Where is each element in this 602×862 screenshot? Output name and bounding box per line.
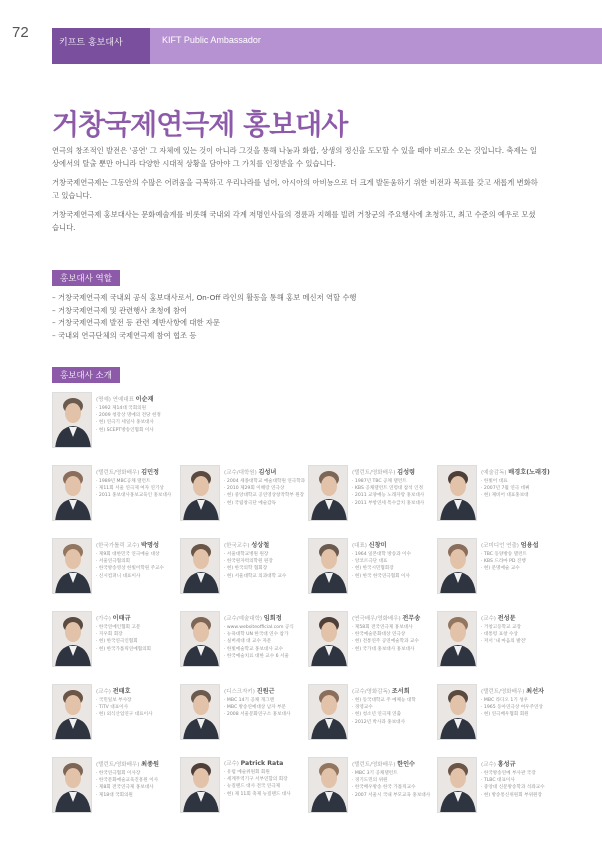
bio-line: · 현) 한국연극인협회 [96, 638, 180, 645]
ambassador-role: (연극배우/영화배우) [352, 616, 403, 622]
bio-line: · 대통령 표창 수상 [481, 631, 565, 638]
portrait-photo [437, 611, 477, 667]
ambassador-name: 김민정 [141, 469, 160, 476]
ambassador-card [437, 538, 565, 600]
bio-line: · 제8회 전국연극제 홍보대사 [96, 784, 180, 791]
ambassador-info [352, 686, 436, 726]
ambassador-card [52, 757, 180, 819]
ambassador-info [352, 540, 436, 580]
bio-line: · 한국방송영상 한빛어학원 주교수 [96, 565, 180, 572]
ambassador-bio [481, 697, 565, 719]
ambassador-name-line [224, 686, 308, 695]
portrait-photo [52, 538, 92, 594]
ambassador-info [96, 613, 180, 653]
ambassador-name-line [481, 686, 565, 695]
ambassador-name-line [481, 759, 565, 768]
bio-line: · TiTV 대표이사 [96, 704, 180, 711]
ambassador-info [481, 613, 565, 646]
ambassador-role: (교수/영화감독) [352, 689, 392, 695]
bio-line: · 뉴질랜드 대사 전국 연극제 [224, 783, 308, 790]
ambassador-info [96, 467, 180, 500]
section-title-bar: KIFT Public Ambassador [150, 28, 602, 64]
ambassador-name: 최선자 [526, 688, 545, 695]
ambassador-name: 배경호(노래경) [508, 469, 550, 476]
bio-line: · 1989년 MBC공채 탤런트 [96, 478, 180, 485]
portrait-photo [437, 465, 477, 521]
ambassador-role: (탤런트/영화배우) [96, 470, 142, 476]
ambassador-name: 신창미 [368, 542, 387, 549]
intro-text [52, 145, 542, 242]
ambassador-name-line [96, 686, 180, 695]
bio-line: · MBC 14기 공채 개그맨 [224, 697, 308, 704]
ambassador-role: (탤런트/영화배우) [481, 689, 527, 695]
ambassador-info [96, 686, 180, 719]
ambassador-card [437, 757, 565, 819]
ambassador-role: (디스크자키) [224, 689, 257, 695]
bio-line: · 현) 제 11회 축제 뉴질랜드 대사 [224, 791, 308, 798]
ambassador-name-line [481, 540, 565, 549]
ambassador-role: (대표) [352, 543, 369, 549]
bio-line: · TLBC 대표이사 [481, 777, 565, 784]
ambassador-info [352, 613, 436, 653]
bio-line: · 세계무역기구 서부연합의 회장 [224, 776, 308, 783]
bio-line: · TBC 동양방송 탤런트 [481, 551, 565, 558]
ambassador-card [52, 538, 180, 600]
bio-line: · 현) 제비어 대표홍보대 [481, 492, 565, 499]
portrait-photo [437, 538, 477, 594]
bio-line: · 제58회 전국연극제 홍보대사 [352, 624, 436, 631]
ambassador-name: 전무송 [402, 615, 421, 622]
ambassador-bio [481, 551, 565, 573]
bio-line: · 2004 세종대학교 예술대학원 연극학과 [224, 478, 308, 485]
bio-line: · 제18대 국회의원 [96, 792, 180, 799]
page-title: 거창국제연극제 홍보대사 [52, 108, 348, 141]
portrait-photo [180, 465, 220, 521]
roles-heading: 홍보대사 역할 [52, 270, 120, 286]
ambassador-card [52, 684, 180, 746]
ambassador-role: (예술감독) [481, 470, 509, 476]
bio-line: · 1964 일본대학 방송과 이수 [352, 551, 436, 558]
bio-line: · 2007년 7월 연극 데뷔 [481, 485, 565, 492]
bio-line: · 현) 청소년 연극제 연출 [352, 711, 436, 718]
ambassador-role: (교수/예술대학) [224, 616, 264, 622]
ambassador-info [224, 686, 308, 719]
ambassador-card [308, 611, 436, 673]
ambassador-bio [224, 624, 308, 660]
ambassador-bio [352, 624, 436, 653]
ambassador-card [52, 465, 180, 527]
bio-line: · 현) 문명예술 교수 [481, 565, 565, 572]
role-item: – 국내외 연극단체의 국제연극제 참여 협조 등 [52, 330, 552, 343]
portrait-photo [180, 538, 220, 594]
bio-line: · 현) 중앙대학교 공연영상창작학부 원장 [224, 492, 308, 499]
ambassador-role: (탤런트/영화배우) [352, 470, 398, 476]
bio-line: · 중앙대 신문방송학과 석좌교수 [481, 784, 565, 791]
bio-line: · MBC 라디오 1기 성우 [481, 697, 565, 704]
bio-line: · 현) 한국의학 협회장 [224, 565, 308, 572]
portrait-photo [308, 757, 348, 813]
bio-line: · 1965 동아연극상 여우주연상 [481, 704, 565, 711]
bio-line: · 신시컴퍼니 대표이사 [96, 573, 180, 580]
bio-line: · 1987년 TBC 공채 탤런트 [352, 478, 436, 485]
ambassador-bio [224, 478, 308, 507]
ambassador-info [224, 613, 308, 660]
ambassador-info [352, 467, 436, 507]
role-item: – 거창국제연극제 및 관련행사 초청에 참여 [52, 305, 552, 318]
ambassador-bio [96, 405, 180, 434]
ambassador-bio [352, 551, 436, 580]
ambassador-name: 전태호 [112, 688, 131, 695]
ambassador-role: (교수) [96, 689, 113, 695]
portrait-photo [52, 392, 92, 448]
ambassador-role: (가수) [96, 616, 113, 622]
ambassador-name-line [481, 467, 565, 476]
section-tag: 키프트 홍보대사 [52, 28, 150, 64]
ambassador-name: 진원근 [256, 688, 275, 695]
ambassador-info [224, 540, 308, 580]
ambassador-card [308, 538, 436, 600]
bio-line: · 제9회 대한민국 연극예술 대상 [96, 551, 180, 558]
ambassador-role: (교수) [481, 762, 498, 768]
bio-line: · 현) 한국시민협회장 [352, 565, 436, 572]
ambassador-info [224, 759, 308, 798]
bio-line: · 서울대학교병원 원장 [224, 551, 308, 558]
bio-line: · 뉴욕대학 UN 한국대 연수 참가 [224, 631, 308, 638]
portrait-photo [308, 611, 348, 667]
ambassador-name: 이태규 [112, 615, 131, 622]
ambassador-name: 엄용섭 [520, 542, 539, 549]
ambassador-bio [352, 697, 436, 726]
ambassador-name-line [224, 759, 308, 767]
bio-line: · 서울연극협의회 [96, 558, 180, 565]
bio-line: · 제11회 서울 연극제 여자 연기상 [96, 485, 180, 492]
bio-line: · 한국원자력의학원 원장 [224, 558, 308, 565]
ambassador-bio [481, 624, 565, 646]
page-number: 72 [12, 24, 29, 41]
role-item: – 거창국제연극제 발전 등 관련 제반사항에 대한 자문 [52, 317, 552, 330]
bio-line: · 거창고등학교 교장 [481, 624, 565, 631]
ambassador-info [352, 759, 436, 799]
portrait-photo [180, 684, 220, 740]
bio-line: · 2009 청강상 명예의 전당 헌정 [96, 412, 180, 419]
ambassador-name-line [224, 613, 308, 622]
bio-line: · 국민일보 부사장 [96, 697, 180, 704]
ambassador-name: Patrick Rata [240, 760, 284, 767]
bio-line: · 2011 홍보대사홍보교육인 홍보대사 [96, 492, 180, 499]
bio-line: · 현) 방송통신위원회 부위원장 [481, 792, 565, 799]
bio-line: · 현) 연극기 세일사 홍보대사 [96, 419, 180, 426]
ambassador-info [224, 467, 308, 507]
ambassador-bio [96, 478, 180, 500]
ambassador-role: (탤런트/영화배우) [96, 762, 142, 768]
bio-line: · MBC 3기 공채탤런트 [352, 770, 436, 777]
ambassador-bio [352, 478, 436, 507]
intro-paragraph: 연극의 창조적인 발전은 '공연' 그 자체에 있는 것이 아니라 그것을 통해 나눔과 화합, 상생의 정신을 도모할 수 있을 때야 비로소 오는 것입니다. 축제는 일상에서의 탈출 뿐만 아니라 다양한 시대적 상황을 담아야 그 가치를 인정받을 수 있습니다. [52, 146, 537, 168]
ambassador-name: 전성문 [497, 615, 516, 622]
ambassador-info [96, 394, 180, 434]
portrait-photo [180, 611, 220, 667]
ambassador-bio [481, 770, 565, 799]
bio-line: · 한국문화예술교육진흥원 이사 [96, 777, 180, 784]
portrait-photo [52, 465, 92, 521]
ambassador-bio [224, 697, 308, 719]
bio-line: · 한국방송연예 부사관 국장 [481, 770, 565, 777]
bio-line: · 현) 한국 한국연극협회 이사 [352, 573, 436, 580]
ambassador-role: (명예) 연예대표 [96, 397, 136, 403]
intro-paragraph: 거창국제연극제는 그동안의 수많은 어려움을 극복하고 우리나라를 넘어, 아시아의 아비뇽으로 더 크게 발돋움하기 위한 비전과 목표를 갖고 새롭게 변화하고 있습니다. [52, 178, 538, 200]
bio-line: · 현) 한국가톨릭연예협의회 [96, 646, 180, 653]
roles-list [52, 292, 552, 342]
bio-line: · 2010 제29회 이해랑 연극상 [224, 485, 308, 492]
ambassador-name-line [96, 394, 180, 403]
intro-paragraph: 거창국제연극제 홍보대사는 문화예술계를 비롯해 국내외 각계 저명인사들의 경륜과 지혜를 빌려 거창군의 주요행사에 초청하고, 최고 수준의 예우로 모셨습니다. [52, 210, 536, 232]
bio-line: · 저서 '내 마음의 발견' [481, 638, 565, 645]
bio-line: · 1992 제14대 국회의원 [96, 405, 180, 412]
ambassador-name-line [352, 686, 436, 695]
ambassador-bio [224, 769, 308, 798]
ambassador-card [52, 611, 180, 673]
ambassador-card [180, 465, 308, 527]
ambassador-name: 최종원 [141, 761, 160, 768]
bio-line: · 2012년 박사과 홍보대사 [352, 719, 436, 726]
bio-line: · 2008 서울문화연구소 홍보대사 [224, 711, 308, 718]
ambassador-info [96, 540, 180, 580]
ambassador-role: (한국가톨릭 교수) [96, 543, 141, 549]
ambassador-role: (교수/대학원) [224, 470, 259, 476]
ambassador-info [481, 759, 565, 799]
portrait-photo [308, 538, 348, 594]
ambassador-info [481, 540, 565, 573]
portrait-photo [308, 684, 348, 740]
ambassador-info [481, 686, 565, 719]
ambassador-card [180, 611, 308, 673]
portrait-photo [52, 684, 92, 740]
bio-line: · 현) 동국대학교 주 예체능 대학 [352, 697, 436, 704]
ambassador-info [481, 467, 565, 500]
ambassador-name: 홍성규 [497, 761, 516, 768]
ambassador-name-line [224, 467, 308, 476]
bio-line: · KBS 공채탤런트 연령대 참석 인정 [352, 485, 436, 492]
bio-line: · www.websiteofficial.com 공식 [224, 624, 308, 631]
bio-line: · 한국예술치료 대한 교수 6 서울 [224, 653, 308, 660]
ambassador-name-line [481, 613, 565, 622]
bio-line: · 경기도민의 위원 [352, 777, 436, 784]
ambassador-bio [96, 551, 180, 580]
ambassador-name-line [352, 613, 436, 622]
ambassador-name-line [352, 467, 436, 476]
bio-line: · 경영교수 [352, 704, 436, 711]
bio-line: · 현) 국가대 홍보대사 홍보대사 [352, 646, 436, 653]
ambassador-name: 한인수 [397, 761, 416, 768]
portrait-photo [308, 465, 348, 521]
ambassador-name: 이순재 [135, 396, 154, 403]
bio-line: · 현) 국립창극단 예술감독 [224, 500, 308, 507]
portrait-photo [437, 757, 477, 813]
ambassador-role: (교수) [224, 761, 241, 767]
ambassador-bio [481, 478, 565, 500]
bio-line: · 현) SCEPT방송인협회 이사 [96, 427, 180, 434]
portrait-photo [180, 757, 220, 813]
page-header [0, 0, 602, 64]
intro-heading: 홍보대사 소개 [52, 367, 120, 383]
bio-line: · 한국연예인협회 고문 [96, 624, 180, 631]
bio-line: · 한국예술문화대상 연극상 [352, 631, 436, 638]
ambassador-role: (한국교수) [224, 543, 252, 549]
ambassador-bio [96, 770, 180, 799]
ambassador-bio [352, 770, 436, 799]
bio-line: · 앙코르극단 대표 [352, 558, 436, 565]
bio-line: · 한빛어 대표 [481, 478, 565, 485]
bio-line: · 2007 서울시 국내 부모교육 홍보대사 [352, 792, 436, 799]
bio-line: · 한빛예술학교 홍보대사 교수 [224, 646, 308, 653]
ambassador-card [437, 684, 565, 746]
ambassador-name: 김성녀 [258, 469, 277, 476]
ambassador-info [96, 759, 180, 799]
bio-line: · 현) 서울대학교 의과대학 교수 [224, 573, 308, 580]
ambassador-bio [96, 624, 180, 653]
ambassador-name-line [224, 540, 308, 549]
ambassador-name-line [96, 467, 180, 476]
ambassador-card [180, 684, 308, 746]
ambassador-name: 조서희 [391, 688, 410, 695]
ambassador-card [180, 757, 308, 819]
ambassador-bio [224, 551, 308, 580]
bio-line: · 현) 연극배우협회 회원 [481, 711, 565, 718]
bio-line: · 실버세대 대 교수 자문 [224, 638, 308, 645]
ambassador-name-line [96, 613, 180, 622]
ambassador-name: 김성령 [397, 469, 416, 476]
ambassador-name-line [96, 759, 180, 768]
bio-line: · 한국배우방송 한국 가톨릭교수 [352, 784, 436, 791]
bio-line: · MBC 방송연예대상 남자 부문 [224, 704, 308, 711]
ambassador-name-line [96, 540, 180, 549]
ambassador-card [308, 465, 436, 527]
role-item: – 거창국제연극제 국내외 공식 홍보대사로서, On-Off 라인의 활동을 통해 홍보 메신저 역할 수행 [52, 292, 552, 305]
bio-line: · 2011 부항연세 특수급치 홍보대사 [352, 500, 436, 507]
ambassador-name: 박명성 [140, 542, 159, 549]
ambassador-card [52, 392, 180, 454]
ambassador-name-line [352, 759, 436, 768]
ambassador-card [308, 684, 436, 746]
ambassador-card [437, 465, 565, 527]
bio-line: · 지우회 회장 [96, 631, 180, 638]
bio-line: · 2011 교양예능 노래자랑 홍보대사 [352, 492, 436, 499]
ambassador-card [308, 757, 436, 819]
bio-line: · 현) 외식산업연구 대표이사 [96, 711, 180, 718]
portrait-photo [437, 684, 477, 740]
ambassador-role: (교수) [481, 616, 498, 622]
ambassador-role: (코미디언 연출) [481, 543, 521, 549]
ambassador-name: 성상철 [251, 542, 270, 549]
bio-line: · 한국연극협회 이사장 [96, 770, 180, 777]
ambassador-card [180, 538, 308, 600]
ambassador-card [437, 611, 565, 673]
bio-line: · KBS 드라마 PD 진행 [481, 558, 565, 565]
ambassador-name: 임희정 [263, 615, 282, 622]
ambassador-bio [96, 697, 180, 719]
ambassador-name-line [352, 540, 436, 549]
bio-line: · 유럽 예술위원회 회원 [224, 769, 308, 776]
bio-line: · 현) 전통연주 공연예술학과 교수 [352, 638, 436, 645]
portrait-photo [52, 611, 92, 667]
ambassador-role: (탤런트/영화배우) [352, 762, 398, 768]
portrait-photo [52, 757, 92, 813]
